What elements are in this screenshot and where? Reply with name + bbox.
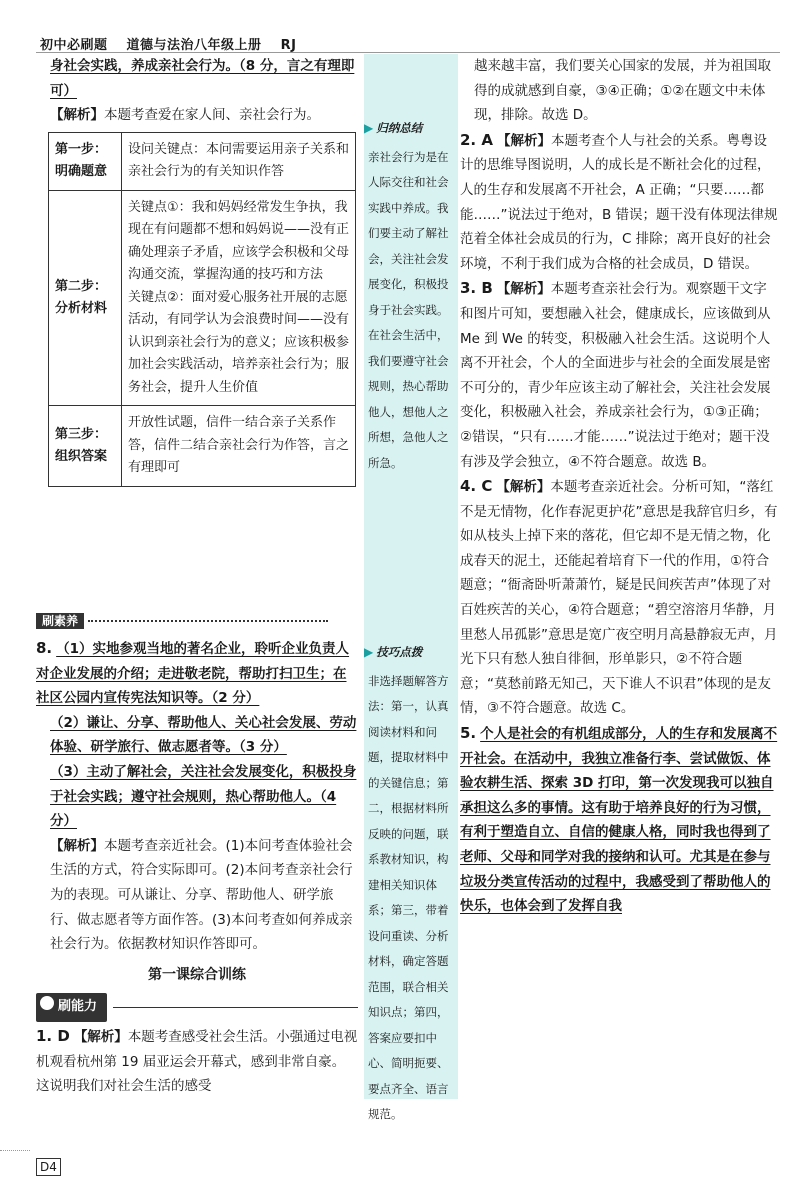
q8-answer-2: （2）谦让、分享、帮助他人、关心社会发展、劳动体验、研学旅行、做志愿者等。（3 分） [50,714,357,756]
step-body: 关键点①：我和妈妈经常发生争执，我现在有问题都不想和妈妈说——没有正确处理亲子矛盾，应该学会积极和父母沟通交流，掌握沟通的技巧和方法 关键点②：面对爱心服务社开展的志愿活动，有同学认为会浪费时间——没有认识到亲社会行为的意义；应该积极参加社会实践活动，培养亲社会行为；服务社会，提升人生价值 [122,190,356,406]
nengli-badge: 刷能力 [36,993,107,1022]
q2-analysis: 2. A 【解析】本题考查个人与社会的关系。粤粤设计的思维导图说明，人的成长是不断社会化的过程，人的生存和发展离不开社会，A 正确；“只要……都能……”说法过于绝对，B 错误；题干没有体现法律规范着全体社会成员的行为，C 排除；离开良好的社会环境，不利于我们成为合格的社会成员，D 错误。 [460,130,778,272]
answer-7-tail: 身社会实践，养成亲社会行为。（8 分，言之有理即可） [50,58,355,99]
section-rule [113,1007,358,1008]
page-number: D4 [36,1158,61,1176]
margin-notes [364,54,458,1122]
series-name: 初中必刷题 [40,38,108,53]
lesson-title: 第一课综合训练 [148,966,246,983]
q8-answer-3: （3）主动了解社会，关注社会发展变化，积极投身于社会实践；遵守社会规则，热心帮助他人。（4 分） [50,763,357,830]
q4-analysis: 4. C 【解析】本题考查亲近社会。分析可知，“落红不是无情物，化作春泥更护花”意思是我辞官归乡，有如从枝头上掉下来的落花，但它却不是无情之物，化成春天的泥土，还能起着培育下一代的作用，①符合题意；“衙斋卧听萧萧竹，疑是民间疾苦声”体现了对百姓疾苦的关心，④符合题意；“碧空溶溶月华静，月里愁人吊孤影”意思是宽广夜空明月高悬静寂无声，月光下只有愁人独自徘徊，形单影只，②不符合题意；“莫愁前路无知己，天下谁人不识君”体现的是友情，③不符合题意。故选 C。 [460,477,778,717]
step-head: 第二步：分析材料 [49,190,122,406]
footer-dots [0,1150,30,1151]
tips-body: 非选择题解答方法：第一，认真阅读材料和问题，提取材料中的关键信息；第二，根据材料所反映的问题，联系教材知识，构建相关知识体系；第三，带着设问重读、分析材料，确定答题范围，联合相关知识点；第四，答案应要扣中心、简明扼要、要点齐全、语言规范。 [368,673,449,1122]
section-label: 刷素养 [36,613,84,629]
dotted-rule [88,620,328,622]
q1-analysis-cont: 越来越丰富，我们要关心国家的发展，并为祖国取得的成就感到自豪，③④正确；①②在题文中未体现，排除。故选 D。 [474,58,771,124]
q5-answer: 5. 个人是社会的有机组成部分，人的生存和发展离不开社会。在活动中，我独立准备行李、尝试做饭、体验农耕生活、探索 3D 打印，第一次发现我可以独自承担这么多的事情。这有助于培养良好的行为习惯，有利于塑造自立、自信的健康人格，同时我也得到了老师、父母和同学对我的接纳和认可。尤其是在参与垃圾分类宣传活动的过程中，我感受到了帮助他人的快乐，也体会到了发挥自我 [460,724,778,915]
q3-analysis: 3. B 【解析】本题考查亲社会行为。观察题干文字和图片可知，要想融入社会，健康成长，应该做到从 Me 到 We 的转变，积极融入社会生活。这说明个人离不开社会，个人的全面进步与社会的全面发展是密不可分的，青少年应该主动了解社会，关注社会发展变化，积极融入社会，养成亲社会行为，①③正确；②错误，“只有……才能……”说法过于绝对；题干没有涉及学会独立，④不符合题意。故选 B。 [460,279,771,470]
step-head: 第一步：明确题意 [49,132,122,190]
subject-name: 道德与法治八年级上册 [126,38,262,53]
q1-analysis: 1. D 【解析】本题考查感受社会生活。小强通过电视机观看杭州第 19 届亚运会开幕式，感到非常自豪。这说明我们对社会生活的感受 [36,1026,358,1095]
table-row [49,190,356,406]
table-row [49,132,356,190]
arrow-icon: ▶ [364,645,374,659]
arrow-icon: ▶ [364,121,374,135]
left-column [36,54,358,493]
q8-analysis: 【解析】本题考查亲近社会。(1)本问考查体验社会生活的方式，符合实际即可。(2)本问考查亲社会行为的表现。可从谦让、分享、帮助他人、研学旅行、做志愿者等方面作答。(3)本问考查如何养成亲社会行为。依据教材知识作答即可。 [50,837,353,953]
summary-body: 亲社会行为是在人际交往和社会实践中养成。我们要主动了解社会，关注社会发展变化，积极投身于社会实践。在社会生活中，我们要遵守社会规则，热心帮助他人，想他人之所想，急他人之所急。 [368,149,449,470]
page-header [0,0,800,53]
edition: RJ [280,38,297,53]
section-nengli [36,993,358,1022]
step-body: 开放性试题，信件一结合亲子关系作答，信件二结合亲社会行为作答，言之有理即可 [122,406,356,487]
step-head: 第三步：组织答案 [49,406,122,487]
summary-heading: ▶ 归纳总结 [364,116,458,141]
q8-answer-1: 8. （1）实地参观当地的著名企业，聆听企业负责人对企业发展的介绍；走进敬老院，帮助打扫卫生；在社区公园内宣传宪法知识等。（2 分） [36,639,350,707]
step-body: 设问关键点：本问需要运用亲子关系和亲社会行为的有关知识作答 [122,132,356,190]
right-column [460,54,778,919]
table-row [49,406,356,487]
header-text [40,34,310,53]
header-divider [36,52,780,53]
book-icon [40,996,54,1010]
left-column-lower [36,636,358,1099]
tips-heading: ▶ 技巧点拨 [364,640,458,665]
analysis-7: 【解析】本题考查爱在家人间、亲社会行为。 [50,107,320,124]
section-suyang [36,610,358,626]
steps-table [48,132,356,487]
